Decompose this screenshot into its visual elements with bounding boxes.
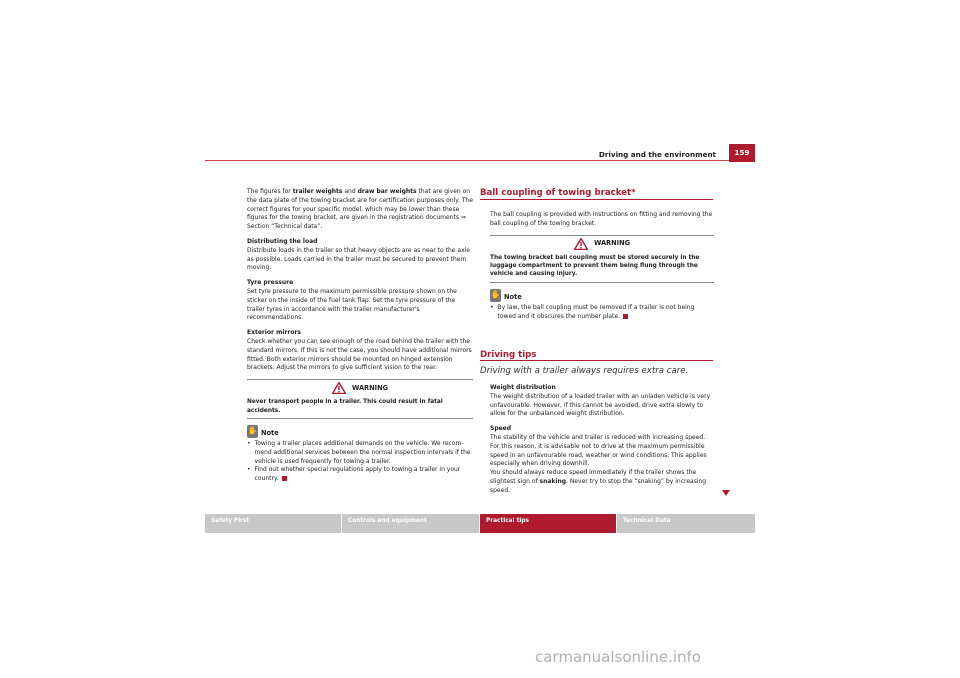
section-end-icon <box>282 476 287 481</box>
footer-tab-technical-data[interactable] <box>617 514 755 533</box>
driving-tips-title: Driving tips <box>480 350 537 360</box>
text-run: You should always reduce speed immediately if the trailer shows the slightest sign of <box>490 469 697 485</box>
note-item-text: Find out whether special regulations apply to towing a trailer in your country. <box>254 466 461 483</box>
footer-tab-controls-and-equipment[interactable] <box>342 514 480 533</box>
ball-coupling-title: Ball coupling of towing bracket* <box>480 188 636 198</box>
warning-header <box>247 380 473 396</box>
tab-label: Controls and equipment <box>348 518 427 524</box>
warning-triangle-icon <box>574 238 588 250</box>
italic-term: lower <box>408 205 426 213</box>
mirrors-heading: Exterior mirrors <box>247 329 301 337</box>
speed-text: The stability of the vehicle and trailer is reduced with increasing speed. For this reason, it is advisable not to drive at the maximum permissible speed in an unfavourable road, weather or wind conditions. This applies especially when driving downhill. <box>490 433 707 468</box>
text-run: that are given on the data plate of the towing bracket are for certification purposes only. The correct figures for your specific model, which may be <box>247 188 473 213</box>
snaking-text <box>490 469 714 495</box>
header-rule <box>205 160 729 161</box>
tyre-text: Set tyre pressure to the maximum permissible pressure shown on the sticker on the inside of the fuel tank flap. Set the tyre pressure of the trailer tyres in accordance with the trailer manufacturer's recommendations. <box>247 287 457 322</box>
tab-label: Safety First <box>211 518 250 524</box>
distributing-text: Distribute loads in the trailer so that heavy objects are as near to the axle as possible. Loads carried in the trailer must be secured to prevent them moving. <box>247 246 470 272</box>
distributing-heading: Distributing the load <box>247 237 318 245</box>
left-column <box>247 188 473 484</box>
warning-text: The towing bracket ball coupling must be stored securely in the luggage compartment to prevent them being flung through the vehicle and causing injury. <box>490 254 700 278</box>
warning-box <box>247 379 473 419</box>
warning-box <box>490 235 714 283</box>
note-item <box>247 440 473 466</box>
note-item-text: By law, the ball coupling must be removed if a trailer is not being towed and it obscures the number plate. <box>497 303 695 320</box>
right-column-top <box>490 211 714 321</box>
text-run: The figures for <box>247 188 293 195</box>
tab-label: Practical tips <box>486 518 529 524</box>
trailer-weights-paragraph <box>247 188 473 232</box>
section-rule <box>480 360 713 361</box>
tab-label: Technical Data <box>623 518 671 524</box>
warning-label: WARNING <box>351 383 389 392</box>
note-item <box>247 466 473 484</box>
warning-label: WARNING <box>593 239 631 248</box>
weight-text: The weight distribution of a loaded trailer with an unladen vehicle is very unfavourable. However, if this cannot be avoided, drive extra slowly to allow for the unbalanced weight distribution. <box>490 392 711 418</box>
page-number: 159 <box>729 144 755 162</box>
driving-tips-subtitle: Driving with a trailer always requires extra care. <box>480 366 689 376</box>
weight-heading: Weight distribution <box>490 384 556 391</box>
bullet-icon: • <box>247 466 251 474</box>
bullet-icon: • <box>490 303 494 311</box>
note-header <box>247 425 473 438</box>
warning-header <box>490 236 714 252</box>
note-item-text: Towing a trailer places additional demands on the vehicle. We recom-mend additional services between the normal inspection intervals if the vehicle is used frequently for towing a trailer. <box>254 439 471 465</box>
right-column-bottom <box>490 384 714 502</box>
bold-term: snaking <box>539 477 567 485</box>
text-run: than these figures for the towing bracket, are given in the registration documents ⇒ Section “Technical data”. <box>247 205 466 231</box>
note-label: Note <box>504 293 522 302</box>
section-rule <box>480 199 713 200</box>
footer-tab-practical-tips[interactable] <box>480 514 617 533</box>
ball-coupling-text: The ball coupling is provided with instructions on fitting and removing the ball coupling of the towing bracket. <box>490 211 713 227</box>
note-hand-icon: ✋ <box>247 425 258 438</box>
note-item <box>490 304 714 322</box>
note-label: Note <box>261 429 279 438</box>
footer-tabs <box>205 514 755 533</box>
mirrors-text: Check whether you can see enough of the road behind the trailer with the standard mirrors. If this is not the case, you should have additional mirrors fitted. Both exterior mirrors should be mounted on hinged extension brackets. Adjust the mirrors to give sufficient vision to the rear. <box>247 337 472 372</box>
text-run: and <box>342 188 358 195</box>
warning-triangle-icon <box>332 382 346 394</box>
page-header-title: Driving and the environment <box>598 150 716 159</box>
note-hand-icon: ✋ <box>490 289 501 302</box>
speed-heading: Speed <box>490 425 512 433</box>
bullet-icon: • <box>247 439 251 447</box>
bold-term: trailer weights <box>292 188 343 195</box>
watermark: carmanualsonline.info <box>535 648 701 666</box>
footer-tab-safety-first[interactable] <box>205 514 342 533</box>
section-end-icon <box>623 314 628 319</box>
tyre-heading: Tyre pressure <box>247 279 294 287</box>
warning-text: Never transport people in a trailer. This could result in fatal accidents. <box>247 399 443 414</box>
bold-term: draw bar weights <box>357 188 417 195</box>
continue-arrow-icon <box>722 490 730 496</box>
text-run: . Never try to stop the “snaking” by increasing speed. <box>490 477 707 494</box>
note-header <box>490 289 714 302</box>
